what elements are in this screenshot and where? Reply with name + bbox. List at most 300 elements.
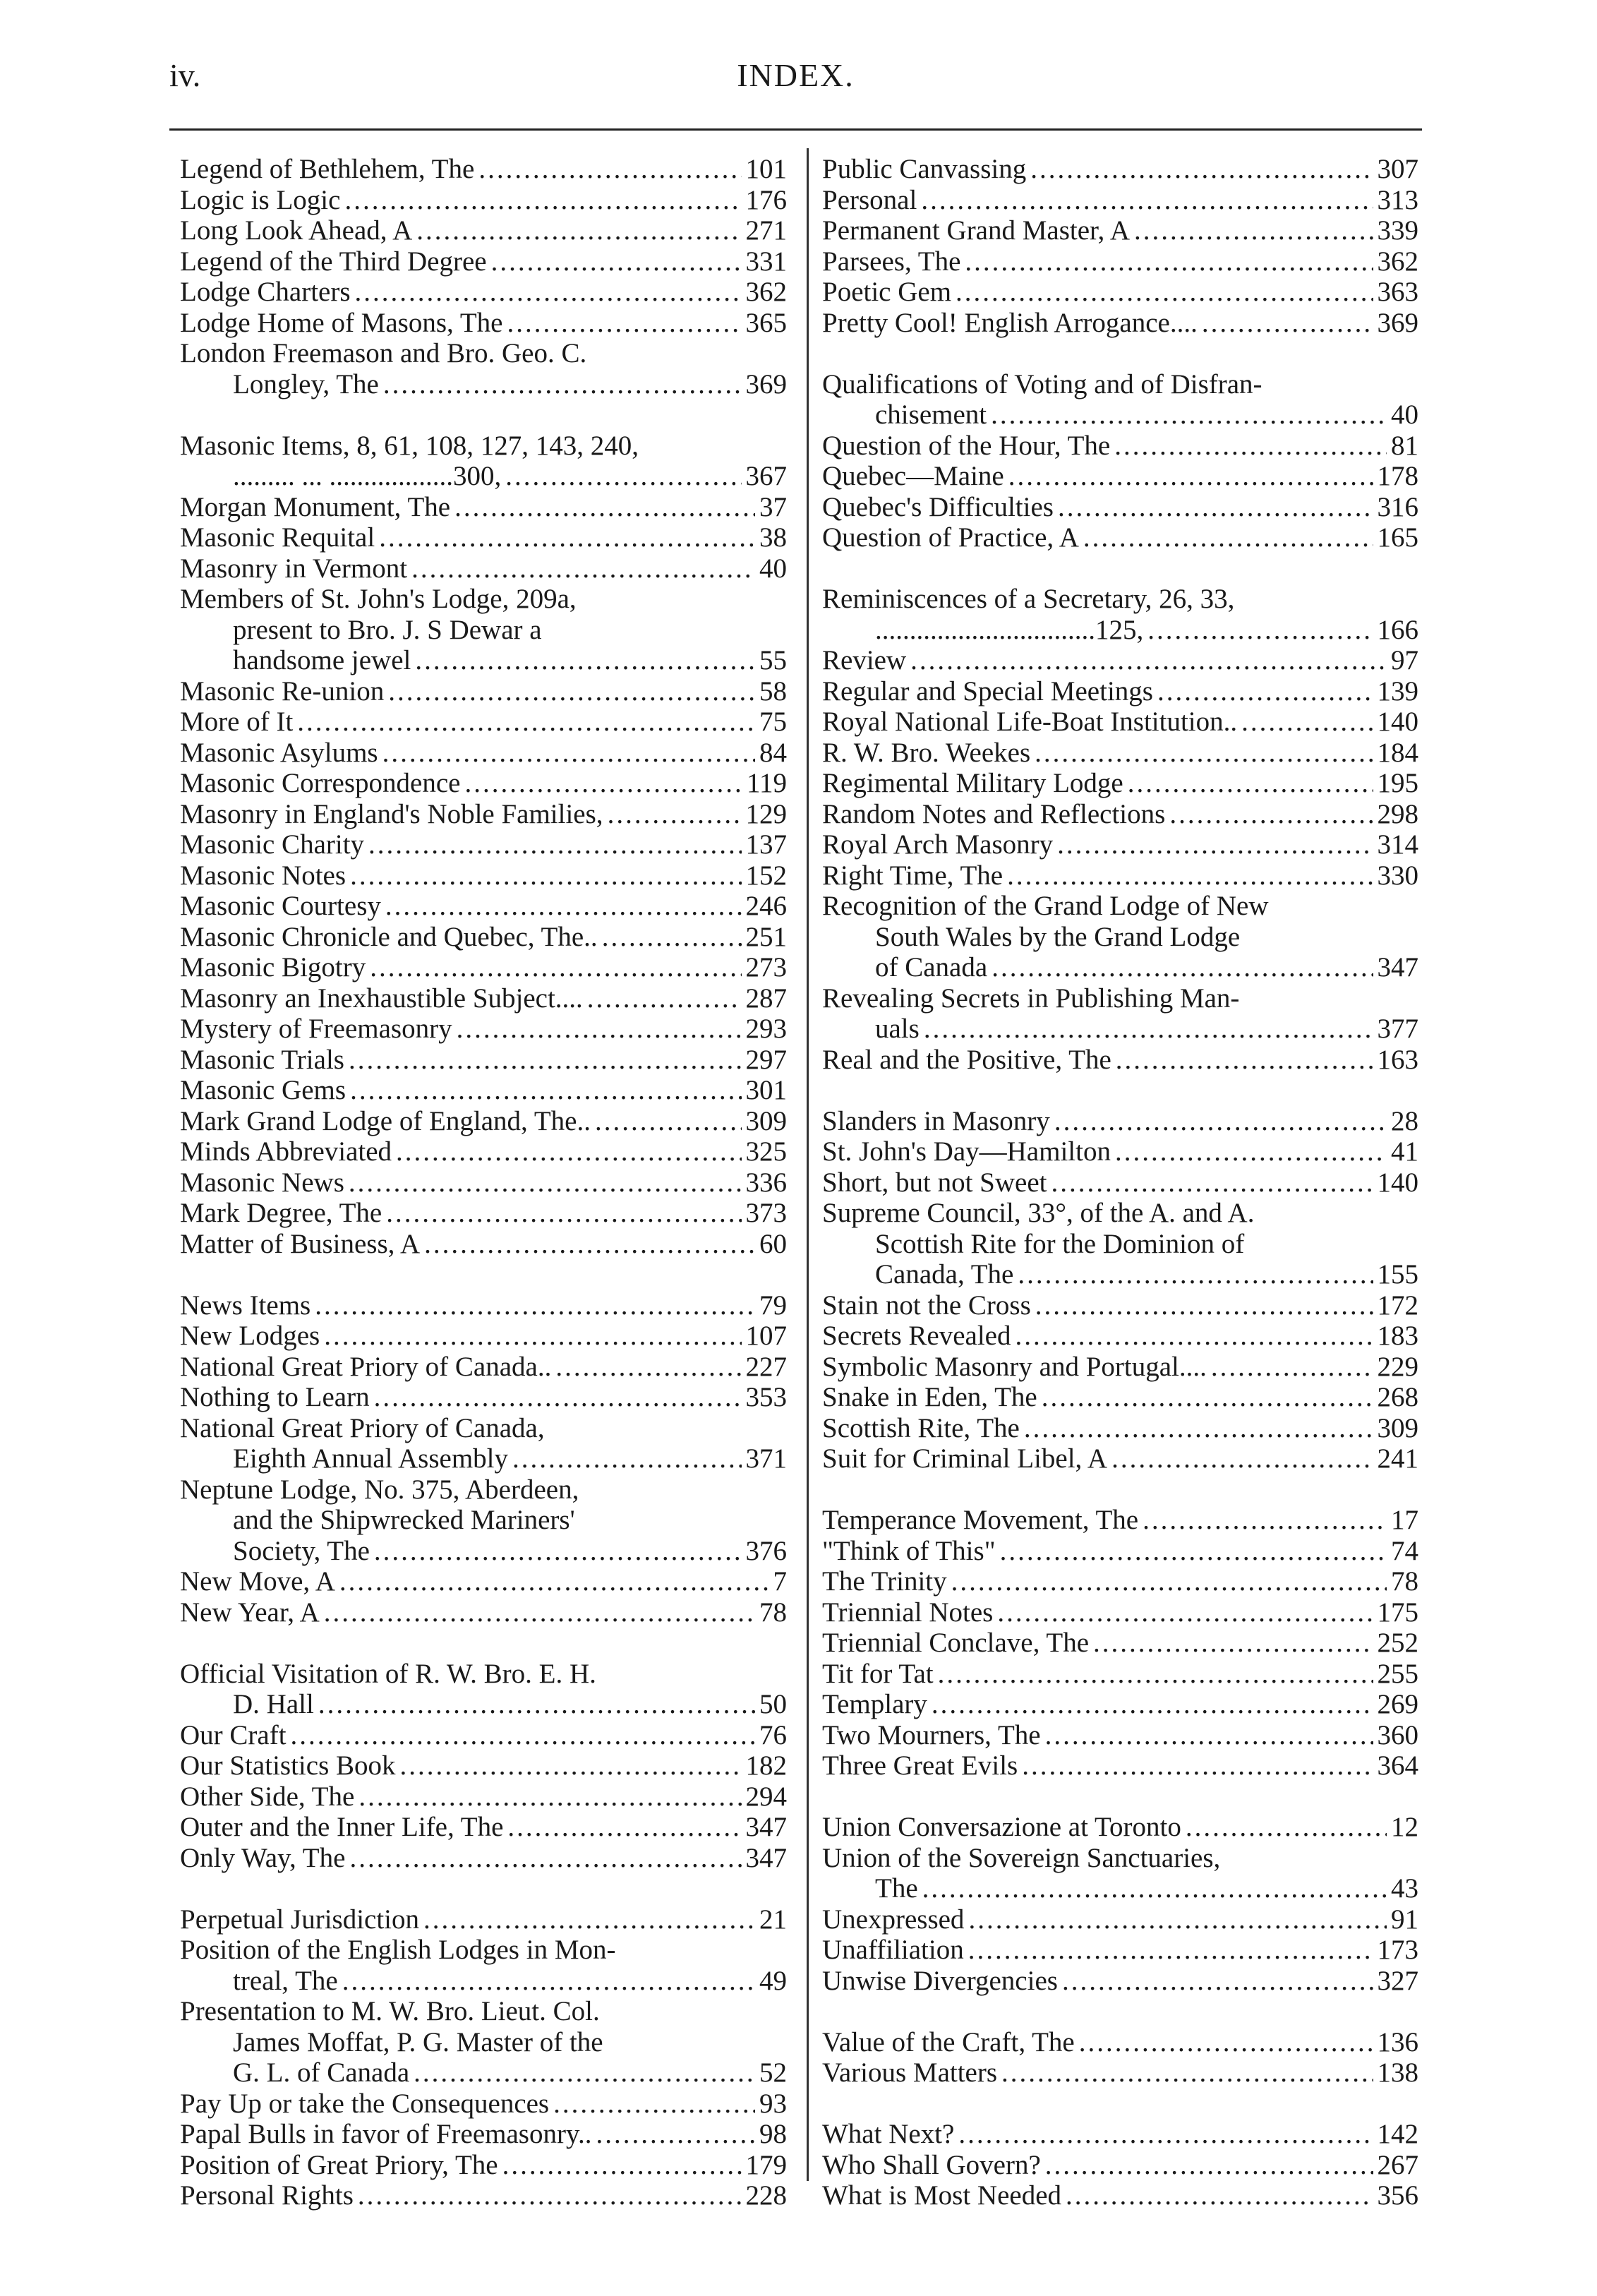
entry-title-continued: handsome jewel	[233, 645, 411, 675]
entry-title: More of It	[180, 707, 294, 737]
page-ref: 155	[1377, 1259, 1418, 1290]
index-entry	[822, 492, 1418, 523]
entry-title: Masonic Chronicle and Quebec, The..	[180, 921, 598, 952]
index-entry	[180, 185, 787, 216]
index-entry	[180, 338, 787, 399]
entry-title: Triennial Notes	[822, 1597, 994, 1628]
index-entry	[180, 522, 787, 553]
leader-dots	[1015, 1321, 1373, 1352]
leader-dots	[951, 1566, 1387, 1597]
index-entry	[180, 1136, 787, 1167]
entry-title: Symbolic Masonry and Portugal....	[822, 1351, 1207, 1382]
leader-dots	[1147, 615, 1373, 646]
entry-title: Temperance Movement, The	[822, 1505, 1139, 1535]
leader-dots	[1030, 154, 1373, 185]
index-entry	[180, 1843, 787, 1874]
entry-title-continued: The	[875, 1873, 918, 1904]
leader-dots	[291, 1720, 755, 1751]
page-ref: 371	[745, 1443, 787, 1474]
index-entry	[822, 185, 1418, 216]
leader-dots	[1115, 1136, 1387, 1167]
leader-dots	[388, 676, 755, 707]
page-ref: 293	[745, 1014, 787, 1044]
index-entry	[822, 246, 1418, 277]
page-ref: 313	[1377, 184, 1418, 215]
page-ref: 175	[1377, 1597, 1418, 1628]
page-ref: 40	[759, 553, 787, 584]
leader-dots	[555, 1352, 741, 1383]
index-entry	[180, 1352, 787, 1383]
page-ref: 353	[745, 1382, 787, 1412]
index-entry	[822, 1167, 1418, 1198]
leader-dots	[968, 1935, 1373, 1966]
entry-title: London Freemason and Bro. Geo. C.	[180, 338, 587, 368]
leader-dots	[1066, 2180, 1373, 2211]
entry-title: Members of St. John's Lodge, 209a,	[180, 584, 577, 614]
leader-dots	[396, 1136, 741, 1167]
entry-title: Masonic Trials	[180, 1044, 344, 1075]
entry-title: Our Craft	[180, 1719, 287, 1750]
index-entry	[822, 645, 1418, 676]
page-ref: 165	[1377, 522, 1418, 553]
entry-title: Official Visitation of R. W. Bro. E. H.	[180, 1658, 596, 1689]
page-ref: 309	[1377, 1412, 1418, 1443]
index-entry	[180, 1996, 787, 2088]
index-entry	[180, 1075, 787, 1106]
index-entry	[180, 431, 787, 492]
entry-title: R. W. Bro. Weekes	[822, 737, 1031, 768]
index-entry	[822, 1382, 1418, 1413]
leader-dots	[938, 1659, 1373, 1690]
leader-dots	[1143, 1505, 1387, 1536]
page-ref: 183	[1377, 1321, 1418, 1351]
leader-dots	[1018, 1259, 1373, 1290]
entry-title: Union of the Sovereign Sanctuaries,	[822, 1842, 1221, 1873]
index-entry	[822, 983, 1418, 1045]
page-ref: 49	[759, 1965, 787, 1996]
index-entry	[822, 277, 1418, 308]
entry-title: New Lodges	[180, 1321, 320, 1351]
entry-title: Masonic Notes	[180, 860, 346, 891]
page-ref: 325	[745, 1136, 787, 1167]
index-entry	[822, 1290, 1418, 1321]
page-ref: 50	[759, 1689, 787, 1719]
page-ref: 76	[759, 1719, 787, 1750]
entry-title: Royal Arch Masonry	[822, 829, 1054, 860]
entry-title: Logic is Logic	[180, 184, 341, 215]
entry-title: National Great Priory of Canada..	[180, 1351, 552, 1382]
page-ref: 138	[1377, 2057, 1418, 2088]
leader-dots	[991, 399, 1387, 431]
page-ref: 331	[745, 246, 787, 277]
entry-title: Presentation to M. W. Bro. Lieut. Col.	[180, 1996, 600, 2026]
entry-title: Suit for Criminal Libel, A	[822, 1443, 1108, 1474]
leader-dots	[1093, 1628, 1373, 1659]
entry-title: Regular and Special Meetings	[822, 675, 1153, 707]
index-entry	[180, 1597, 787, 1628]
page-ref: 360	[1377, 1719, 1418, 1750]
index-entry	[180, 1413, 787, 1474]
entry-title: News Items	[180, 1290, 311, 1321]
page-ref: 91	[1391, 1904, 1418, 1935]
entry-title: Neptune Lodge, No. 375, Aberdeen,	[180, 1474, 579, 1505]
index-entry	[180, 154, 787, 185]
index-entry	[822, 768, 1418, 799]
leader-dots	[1057, 829, 1373, 860]
entry-title-continued: ......... ... ..................300,	[233, 461, 502, 491]
index-column-left	[180, 154, 787, 2211]
entry-title: Stain not the Cross	[822, 1290, 1031, 1321]
page-ref: 41	[1391, 1136, 1418, 1167]
leader-dots	[400, 1750, 742, 1781]
entry-title: Papal Bulls in favor of Freemasonry..	[180, 2119, 592, 2149]
leader-dots	[1045, 2150, 1373, 2181]
page-ref: 269	[1377, 1689, 1418, 1719]
leader-dots	[379, 522, 755, 553]
entry-title: Tit for Tat	[822, 1658, 934, 1689]
index-entry	[822, 738, 1418, 769]
entry-title: Right Time, The	[822, 860, 1004, 891]
leader-dots	[595, 1106, 742, 1137]
entry-title: Short, but not Sweet	[822, 1167, 1047, 1198]
leader-dots	[512, 1443, 742, 1474]
leader-dots	[358, 2180, 742, 2211]
page-ref: 40	[1391, 399, 1418, 430]
leader-dots	[1062, 1966, 1373, 1997]
leader-dots	[457, 1014, 742, 1045]
index-entry	[822, 1750, 1418, 1781]
index-entry	[822, 829, 1418, 860]
page-ref: 52	[759, 2057, 787, 2088]
page-ref: 17	[1391, 1505, 1418, 1535]
index-entry	[180, 1014, 787, 1045]
entry-title: Masonic Asylums	[180, 737, 378, 768]
index-entry	[180, 768, 787, 799]
index-entry	[822, 1505, 1418, 1536]
index-entry	[180, 1566, 787, 1597]
leader-dots	[1000, 1536, 1387, 1567]
page-ref: 136	[1377, 2026, 1418, 2057]
index-entry	[180, 860, 787, 891]
page-ref: 55	[759, 645, 787, 675]
index-entry	[822, 1443, 1418, 1474]
entry-title: What Next?	[822, 2119, 955, 2149]
column-divider	[807, 148, 809, 2181]
entry-title: Legend of the Third Degree	[180, 246, 487, 277]
index-entry	[822, 2180, 1418, 2211]
entry-title: Long Look Ahead, A	[180, 215, 413, 246]
entry-title: Masonic Gems	[180, 1075, 346, 1105]
index-entry	[822, 1321, 1418, 1352]
index-entry	[822, 1045, 1418, 1076]
entry-title-continued: Scottish Rite for the Dominion of	[875, 1228, 1245, 1259]
page-ref: 347	[745, 1842, 787, 1873]
index-entry	[822, 676, 1418, 707]
entry-title-continued: Canada, The	[875, 1259, 1014, 1290]
index-entry	[822, 1935, 1418, 1966]
entry-title: Lodge Charters	[180, 277, 351, 307]
page-ref: 268	[1377, 1382, 1418, 1412]
leader-dots	[374, 1382, 742, 1413]
entry-title: Masonry in Vermont	[180, 553, 408, 584]
entry-title: Masonic Courtesy	[180, 891, 381, 921]
leader-dots	[1051, 1167, 1373, 1198]
page-ref: 28	[1391, 1105, 1418, 1136]
leader-dots	[355, 277, 742, 308]
entry-title-continued: James Moffat, P. G. Master of the	[233, 2026, 603, 2057]
leader-dots	[1114, 431, 1387, 462]
entry-title: Revealing Secrets in Publishing Man-	[822, 982, 1240, 1014]
page-ref: 267	[1377, 2149, 1418, 2180]
leader-dots	[1241, 707, 1373, 738]
leader-dots	[415, 645, 755, 676]
page-ref: 75	[759, 707, 787, 737]
page-number: iv.	[169, 57, 201, 93]
leader-dots	[958, 2119, 1373, 2150]
entry-title: Public Canvassing	[822, 154, 1027, 184]
entry-title: Unaffiliation	[822, 1935, 964, 1965]
entry-title-continued: D. Hall	[233, 1689, 314, 1719]
entry-title-continued: Longley, The	[233, 368, 379, 399]
leader-dots	[921, 185, 1373, 216]
leader-dots	[1007, 860, 1373, 891]
page-ref: 227	[745, 1351, 787, 1382]
page-ref: 58	[759, 675, 787, 707]
leader-dots	[1116, 1045, 1373, 1076]
leader-dots	[370, 952, 741, 983]
index-entry	[180, 1750, 787, 1781]
entry-title: Triennial Conclave, The	[822, 1628, 1090, 1658]
index-entry	[180, 1045, 787, 1076]
leader-dots	[318, 1689, 755, 1720]
entry-title: Lodge Home of Masons, The	[180, 307, 503, 338]
index-entry	[180, 2180, 787, 2211]
entry-title-continued: chisement	[875, 399, 987, 430]
entry-title: Morgan Monument, The	[180, 491, 451, 522]
index-entry	[822, 522, 1418, 553]
entry-title: Mystery of Freemasonry	[180, 1014, 452, 1044]
leader-dots	[339, 1566, 769, 1597]
index-entry	[822, 2057, 1418, 2088]
page-ref: 273	[745, 952, 787, 982]
index-entry	[180, 1659, 787, 1720]
page-ref: 255	[1377, 1658, 1418, 1689]
entry-title: Union Conversazione at Toronto	[822, 1812, 1181, 1842]
leader-dots	[1035, 1290, 1373, 1321]
page-ref: 339	[1377, 215, 1418, 246]
leader-dots	[602, 922, 742, 953]
page-ref: 101	[745, 154, 787, 184]
entry-title: Masonic Re-union	[180, 675, 385, 707]
page-ref: 228	[745, 2180, 787, 2211]
leader-dots	[416, 215, 741, 246]
leader-dots	[424, 1229, 755, 1260]
leader-dots	[374, 1536, 742, 1567]
entry-title: Snake in Eden, The	[822, 1382, 1037, 1412]
entry-title: Masonry in England's Noble Families,	[180, 798, 603, 829]
index-entry	[180, 553, 787, 584]
page-ref: 369	[745, 368, 787, 399]
index-entry	[180, 1474, 787, 1567]
leader-dots	[596, 2119, 755, 2150]
index-entry	[822, 1597, 1418, 1628]
entry-title: Random Notes and Reflections	[822, 798, 1166, 829]
leader-dots	[411, 553, 755, 584]
leader-dots	[956, 277, 1373, 308]
index-entry	[180, 492, 787, 523]
entry-title: Three Great Evils	[822, 1750, 1018, 1781]
index-entry	[180, 799, 787, 830]
index-entry	[822, 1413, 1418, 1444]
entry-title: Quebec's Difficulties	[822, 491, 1054, 522]
entry-title: Permanent Grand Master, A	[822, 215, 1130, 246]
page-ref: 7	[773, 1566, 787, 1597]
leader-dots	[383, 369, 742, 400]
entry-title: Two Mourners, The	[822, 1719, 1041, 1750]
leader-dots	[1058, 492, 1373, 523]
entry-title: Only Way, The	[180, 1842, 346, 1873]
entry-title: Real and the Positive, The	[822, 1044, 1111, 1075]
page-ref: 314	[1377, 829, 1418, 860]
header-rule	[169, 128, 1422, 131]
entry-title: Regimental Military Lodge	[822, 768, 1123, 798]
leader-dots	[349, 1843, 741, 1874]
entry-title: Pretty Cool! English Arrogance....	[822, 307, 1198, 338]
leader-dots	[342, 1966, 755, 1997]
entry-title: Parsees, The	[822, 246, 961, 277]
entry-title: Masonry an Inexhaustible Subject....	[180, 982, 583, 1014]
index-entry	[822, 799, 1418, 830]
entry-title: Our Statistics Book	[180, 1750, 396, 1781]
page-ref: 365	[745, 307, 787, 338]
leader-dots	[553, 2088, 755, 2120]
entry-title: Recognition of the Grand Lodge of New	[822, 891, 1269, 921]
entry-title-continued: ................................125,	[875, 614, 1144, 645]
entry-title: Secrets Revealed	[822, 1321, 1011, 1351]
entry-title: New Move, A	[180, 1566, 335, 1597]
page-ref: 129	[745, 798, 787, 829]
leader-dots	[1157, 676, 1373, 707]
page-ref: 38	[759, 522, 787, 553]
page-ref: 79	[759, 1290, 787, 1321]
index-entry	[180, 2119, 787, 2150]
index-entry	[180, 1781, 787, 1813]
index-entry	[180, 952, 787, 983]
page-title: INDEX.	[737, 57, 855, 93]
index-entry	[822, 1566, 1418, 1597]
leader-dots	[1035, 738, 1373, 769]
page-ref: 172	[1377, 1290, 1418, 1321]
page-ref: 166	[1377, 614, 1418, 645]
page-ref: 294	[745, 1781, 787, 1812]
index-entry	[180, 738, 787, 769]
page-ref: 298	[1377, 798, 1418, 829]
page-ref: 327	[1377, 1965, 1418, 1996]
entry-title: Masonic Bigotry	[180, 952, 366, 982]
index-entry	[180, 584, 787, 676]
entry-title: Various Matters	[822, 2057, 998, 2088]
index-entry	[180, 246, 787, 277]
index-entry	[180, 922, 787, 953]
leader-dots	[315, 1290, 755, 1321]
entry-title: Masonic Items, 8, 61, 108, 127, 143, 240,	[180, 430, 639, 461]
index-entry	[822, 2119, 1418, 2150]
leader-dots	[507, 308, 741, 339]
entry-title: Pay Up or take the Consequences	[180, 2088, 550, 2119]
index-entry	[180, 1720, 787, 1751]
page-ref: 316	[1377, 491, 1418, 522]
index-entry	[180, 676, 787, 707]
page-ref: 271	[745, 215, 787, 246]
leader-dots	[368, 829, 741, 860]
entry-title: Position of Great Priory, The	[180, 2149, 498, 2180]
entry-title: Masonic Requital	[180, 522, 375, 553]
index-entry	[822, 2150, 1418, 2181]
index-entry	[180, 215, 787, 246]
leader-dots	[324, 1597, 755, 1628]
entry-title-continued: and the Shipwrecked Mariners'	[233, 1505, 575, 1535]
leader-dots	[382, 738, 755, 769]
entry-title: Reminiscences of a Secretary, 26, 33,	[822, 584, 1235, 614]
entry-title-continued: South Wales by the Grand Lodge	[875, 921, 1241, 952]
index-entry	[180, 1382, 787, 1413]
leader-dots	[1083, 522, 1373, 553]
leader-dots	[344, 185, 741, 216]
index-entry	[180, 1106, 787, 1137]
page-ref: 60	[759, 1228, 787, 1259]
index-entry	[822, 1198, 1418, 1290]
index-entry	[180, 1904, 787, 1935]
page-ref: 178	[1377, 461, 1418, 491]
entry-title-continued: of Canada	[875, 952, 988, 982]
index-entry	[822, 1689, 1418, 1720]
page-ref: 163	[1377, 1044, 1418, 1075]
page-ref: 307	[1377, 154, 1418, 184]
index-entry	[180, 1935, 787, 1996]
entry-title: St. John's Day—Hamilton	[822, 1136, 1111, 1167]
index-entry	[180, 829, 787, 860]
page-ref: 78	[1391, 1566, 1418, 1597]
page-ref: 137	[745, 829, 787, 860]
index-entry	[822, 584, 1418, 645]
leader-dots	[505, 461, 741, 492]
leader-dots	[1045, 1720, 1373, 1751]
entry-title: National Great Priory of Canada,	[180, 1412, 545, 1443]
index-entry	[180, 891, 787, 922]
page-ref: 43	[1391, 1873, 1418, 1904]
leader-dots	[1134, 215, 1373, 246]
entry-title-continued: treal, The	[233, 1965, 338, 1996]
page-ref: 140	[1377, 1167, 1418, 1198]
leader-dots	[992, 952, 1373, 983]
entry-title: Scottish Rite, The	[822, 1412, 1020, 1443]
index-entry	[822, 1659, 1418, 1690]
index-entry	[180, 277, 787, 308]
page-ref: 347	[745, 1812, 787, 1842]
page-ref: 369	[1377, 307, 1418, 338]
index-entry	[822, 1843, 1418, 1904]
page-ref: 179	[745, 2149, 787, 2180]
entry-title: Slanders in Masonry	[822, 1105, 1050, 1136]
page-ref: 81	[1391, 430, 1418, 461]
entry-title: "Think of This"	[822, 1535, 996, 1566]
page-ref: 12	[1391, 1812, 1418, 1842]
index-entry	[180, 1290, 787, 1321]
page-ref: 195	[1377, 768, 1418, 798]
leader-dots	[507, 1812, 741, 1843]
page-ref: 376	[745, 1535, 787, 1566]
leader-dots	[491, 246, 742, 277]
